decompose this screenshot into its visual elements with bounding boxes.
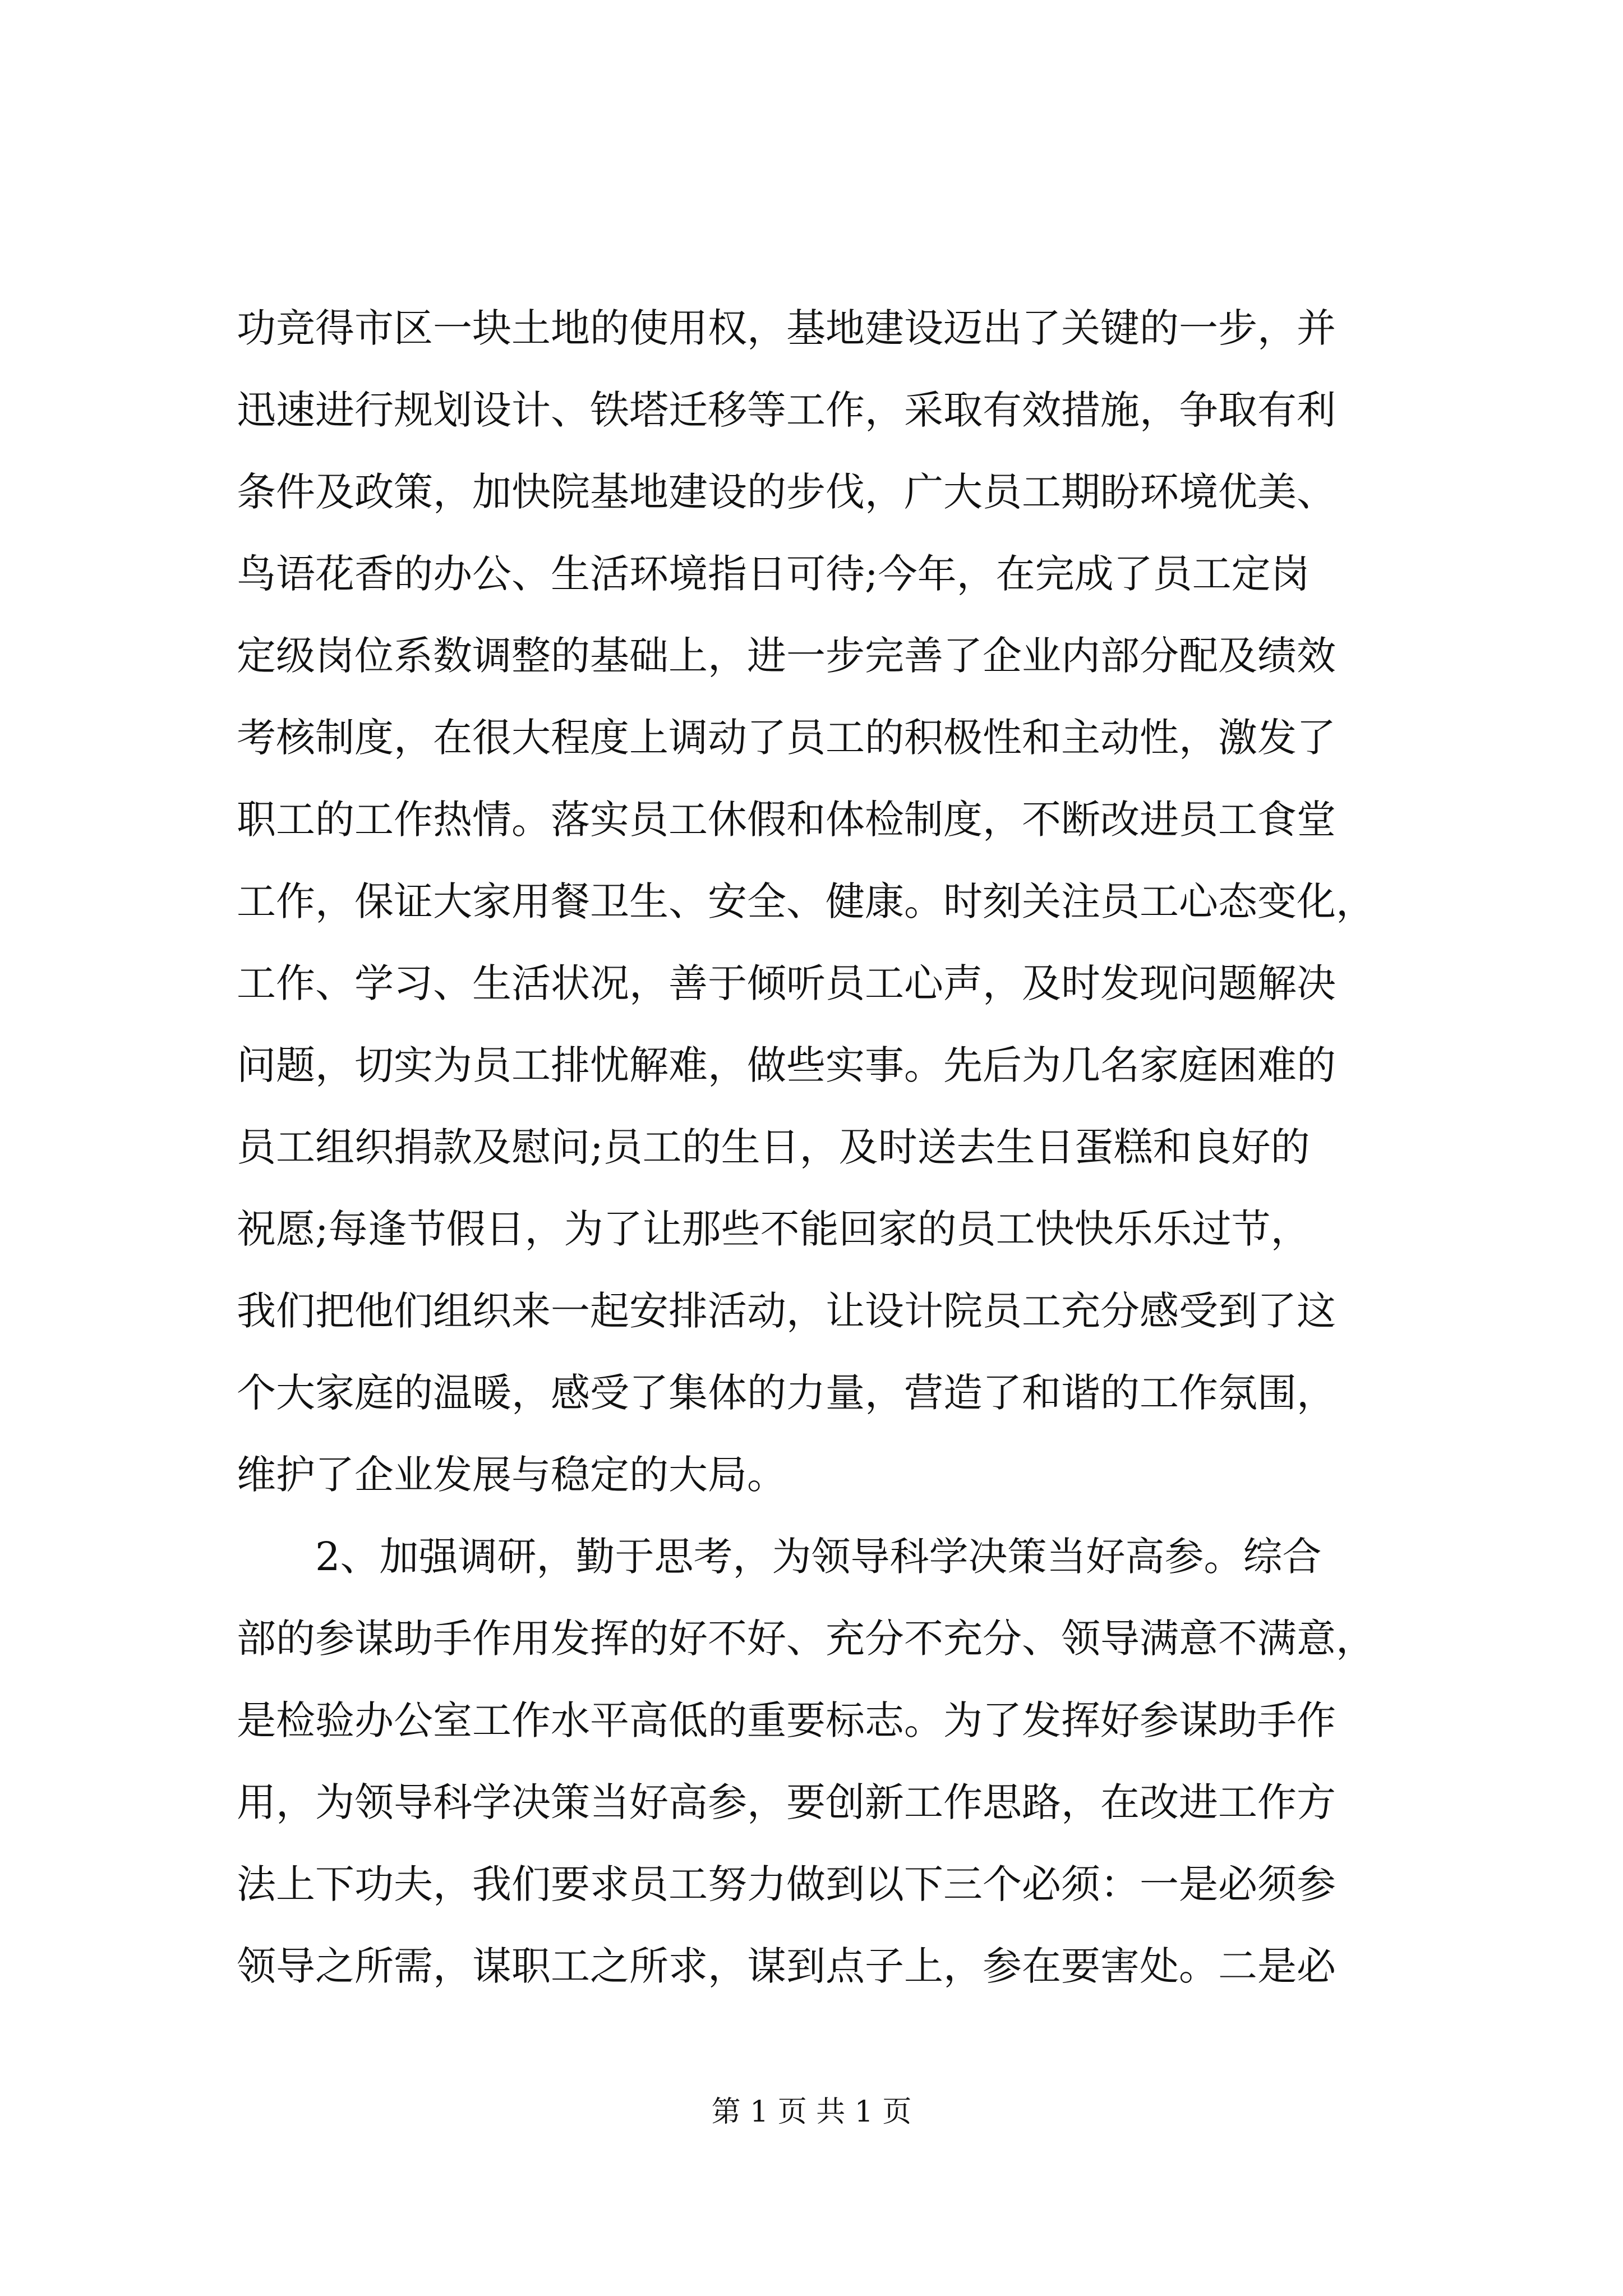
text-line: 法上下功夫，我们要求员工努力做到以下三个必须：一是必须参	[237, 1861, 1336, 1907]
text-line: 我们把他们组织来一起安排活动，让设计院员工充分感受到了这	[237, 1288, 1336, 1334]
page-footer: 第 1 页 共 1 页	[711, 2095, 912, 2129]
text-line: 个大家庭的温暖，感受了集体的力量，营造了和谐的工作氛围，	[237, 1370, 1336, 1416]
text-line: 维护了企业发展与稳定的大局。	[237, 1452, 786, 1498]
text-line: 问题，切实为员工排忧解难，做些实事。先后为几名家庭困难的	[237, 1042, 1336, 1088]
text-line: 鸟语花香的办公、生活环境指日可待;今年，在完成了员工定岗	[237, 551, 1310, 597]
text-line: 职工的工作热情。落实员工休假和体检制度，不断改进员工食堂	[237, 797, 1336, 843]
text-line: 是检验办公室工作水平高低的重要标志。为了发挥好参谋助手作	[237, 1697, 1336, 1743]
paragraph-heading-line: 2、加强调研，勤于思考，为领导科学决策当好高参。综合	[315, 1534, 1322, 1580]
text-line: 工作、学习、生活状况，善于倾听员工心声，及时发现问题解决	[237, 960, 1336, 1006]
text-line: 用，为领导科学决策当好高参，要创新工作思路，在改进工作方	[237, 1779, 1336, 1825]
text-line: 功竞得市区一块土地的使用权，基地建设迈出了关键的一步，并	[237, 305, 1336, 351]
text-line: 定级岗位系数调整的基础上，进一步完善了企业内部分配及绩效	[237, 633, 1336, 679]
text-line: 部的参谋助手作用发挥的好不好、充分不充分、领导满意不满意，	[237, 1616, 1375, 1662]
text-line: 条件及政策，加快院基地建设的步伐，广大员工期盼环境优美、	[237, 469, 1336, 515]
text-line: 员工组织捐款及慰问;员工的生日，及时送去生日蛋糕和良好的	[237, 1124, 1310, 1170]
text-line: 迅速进行规划设计、铁塔迁移等工作，采取有效措施，争取有利	[237, 387, 1336, 433]
text-line: 考核制度，在很大程度上调动了员工的积极性和主动性，激发了	[237, 715, 1336, 761]
text-line: 祝愿;每逢节假日，为了让那些不能回家的员工快快乐乐过节，	[237, 1206, 1310, 1252]
text-line: 领导之所需，谋职工之所求，谋到点子上，参在要害处。二是必	[237, 1943, 1336, 1989]
text-line: 工作，保证大家用餐卫生、安全、健康。时刻关注员工心态变化，	[237, 878, 1375, 924]
